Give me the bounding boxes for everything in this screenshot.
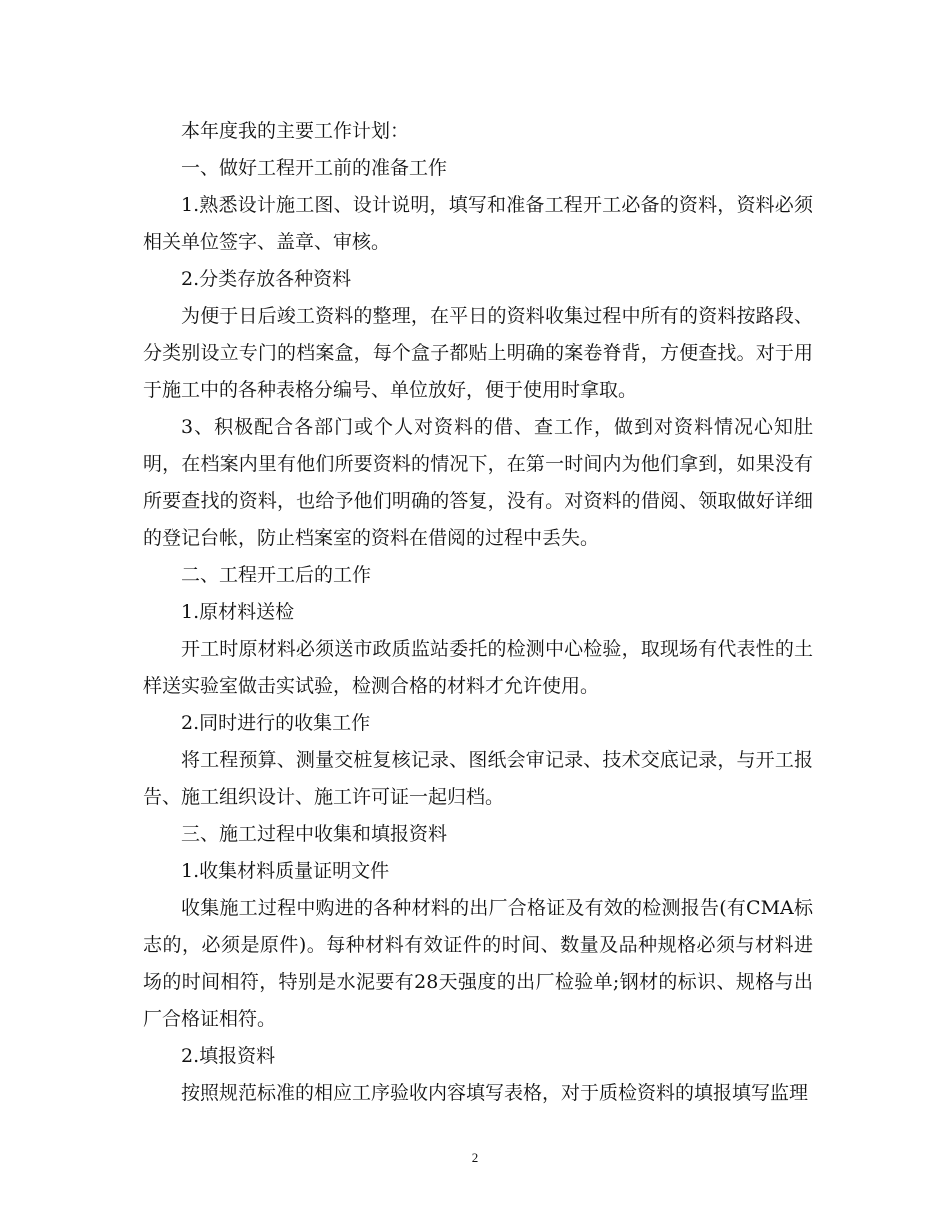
item-1-1: 1.熟悉设计施工图、设计说明，填写和准备工程开工必备的资料，资料必须相关单位签字、盖章、审核。 xyxy=(143,194,813,253)
page-number: 2 xyxy=(471,1150,479,1165)
intro-line: 本年度我的主要工作计划： xyxy=(181,120,410,142)
item-3-2-body: 按照规范标准的相应工序验收内容填写表格，对于质检资料的填报填写监理 xyxy=(181,1082,809,1104)
item-2-2-heading: 2.同时进行的收集工作 xyxy=(181,712,371,734)
item-3-1-body: 收集施工过程中购进的各种材料的出厂合格证及有效的检测报告(有CMA标志的，必须是原件)。每种材料有效证件的时间、数量及品种规格必须与材料进场的时间相符，特别是水泥要有28天强度的出厂检验单;钢材的标识、规格与出厂合格证相符。 xyxy=(143,897,813,1030)
item-2-1-heading: 1.原材料送检 xyxy=(181,601,295,623)
item-1-2-heading: 2.分类存放各种资料 xyxy=(181,268,352,290)
item-2-2-body: 将工程预算、测量交桩复核记录、图纸会审记录、技术交底记录，与开工报告、施工组织设计、施工许可证一起归档。 xyxy=(143,749,813,808)
item-3-2-heading: 2.填报资料 xyxy=(181,1045,276,1067)
section-heading-3: 三、施工过程中收集和填报资料 xyxy=(181,823,448,845)
section-heading-2: 二、工程开工后的工作 xyxy=(181,564,372,586)
item-3-1-heading: 1.收集材料质量证明文件 xyxy=(181,860,390,882)
section-heading-1: 一、做好工程开工前的准备工作 xyxy=(181,157,448,179)
item-1-3: 3、积极配合各部门或个人对资料的借、查工作，做到对资料情况心知肚明，在档案内里有他们所要资料的情况下，在第一时间内为他们拿到，如果没有所要查找的资料，也给予他们明确的答复，没有。对资料的借阅、领取做好详细的登记台帐，防止档案室的资料在借阅的过程中丢失。 xyxy=(143,416,813,549)
item-2-1-body: 开工时原材料必须送市政质监站委托的检测中心检验，取现场有代表性的土样送实验室做击实试验，检测合格的材料才允许使用。 xyxy=(143,638,813,697)
item-1-2-body: 为便于日后竣工资料的整理，在平日的资料收集过程中所有的资料按路段、分类别设立专门的档案盒，每个盒子都贴上明确的案卷脊背，方便查找。对于用于施工中的各种表格分编号、单位放好，便于使用时拿取。 xyxy=(143,305,813,401)
document-body xyxy=(143,113,813,1112)
